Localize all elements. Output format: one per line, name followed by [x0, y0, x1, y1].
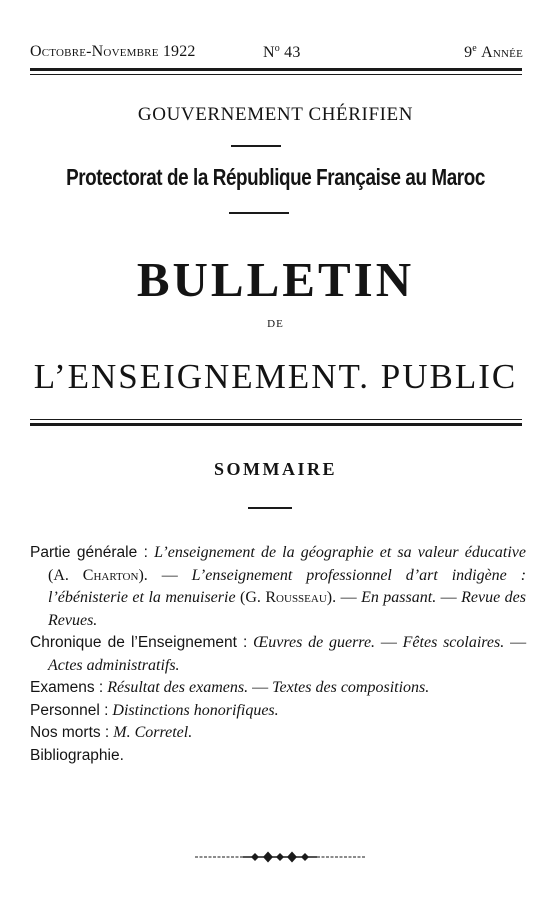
- publication-year: [464, 43, 523, 62]
- toc-author: (A. Charton).: [48, 566, 148, 584]
- toc-item: Revue des Revues.: [48, 589, 527, 629]
- toc-item: Textes des compositions.: [272, 679, 430, 696]
- toc-item: Fêtes scolaires.: [402, 634, 505, 651]
- government-heading: GOUVERNEMENT CHÉRIFIEN: [137, 104, 414, 125]
- toc-item: En passant.: [361, 589, 437, 606]
- toc-item: Œuvres de guerre.: [253, 634, 376, 651]
- toc-entry-partie-generale: [30, 542, 526, 632]
- issue-number-value: 43: [284, 44, 301, 61]
- toc-author: (G. Rousseau).: [240, 589, 337, 606]
- issue-date: Octobre-Novembre 1922: [30, 43, 196, 60]
- title-rule-thin: [30, 419, 522, 420]
- divider-rule-1: [231, 145, 281, 147]
- toc-item: Distinctions honorifiques.: [112, 701, 279, 719]
- toc-separator: —: [440, 589, 457, 606]
- year-word: Année: [481, 44, 523, 61]
- toc-entry-examens: [30, 677, 526, 700]
- toc-separator: —: [510, 634, 527, 651]
- bulletin-title: BULLETIN: [136, 252, 415, 307]
- year-number: 9: [464, 44, 473, 61]
- table-of-contents: [30, 542, 526, 767]
- toc-label-chronique: Chronique de l’Enseignement :: [30, 634, 248, 651]
- issue-number: [263, 43, 301, 62]
- toc-item: L’enseignement professionnel d’art indigène : l’ébénisterie et la menuiserie: [48, 566, 527, 606]
- toc-label-partie-generale: Partie générale :: [30, 544, 148, 561]
- title-rule-thick: [30, 423, 522, 426]
- toc-label-nos-morts: Nos morts :: [30, 724, 110, 741]
- toc-item: M. Corretel.: [113, 724, 193, 741]
- toc-entry-chronique: [30, 632, 526, 677]
- toc-entry-bibliographie: [30, 745, 526, 768]
- issue-prefix-sup: o: [274, 43, 280, 54]
- divider-rule-2: [229, 212, 289, 214]
- header-rule-thick: [30, 68, 522, 71]
- toc-separator: —: [340, 589, 357, 606]
- toc-separator: —: [380, 634, 397, 651]
- header-rule-thin: [30, 74, 522, 75]
- toc-separator: —: [161, 566, 178, 584]
- toc-item: Actes administratifs.: [48, 656, 180, 674]
- protectorate-heading: Protectorat de la République Française au Maroc: [66, 164, 485, 190]
- bulletin-subtitle: L’ENSEIGNEMENT. PUBLIC: [33, 357, 518, 396]
- title-connector: DE: [267, 318, 284, 330]
- toc-item: L’enseignement de la géographie et sa valeur éducative: [154, 544, 527, 561]
- issue-prefix: N: [263, 44, 275, 61]
- toc-entry-nos-morts: [30, 722, 526, 745]
- ornament-divider: [195, 850, 365, 864]
- toc-label-examens: Examens :: [30, 679, 104, 696]
- toc-label-personnel: Personnel :: [30, 701, 109, 719]
- year-sup: e: [472, 43, 477, 54]
- summary-heading: SOMMAIRE: [214, 459, 337, 479]
- divider-rule-3: [248, 507, 292, 509]
- toc-item: Résultat des examens.: [107, 679, 249, 696]
- toc-label-bibliographie: Bibliographie.: [30, 746, 124, 764]
- toc-entry-personnel: [30, 700, 526, 723]
- toc-separator: —: [252, 679, 269, 696]
